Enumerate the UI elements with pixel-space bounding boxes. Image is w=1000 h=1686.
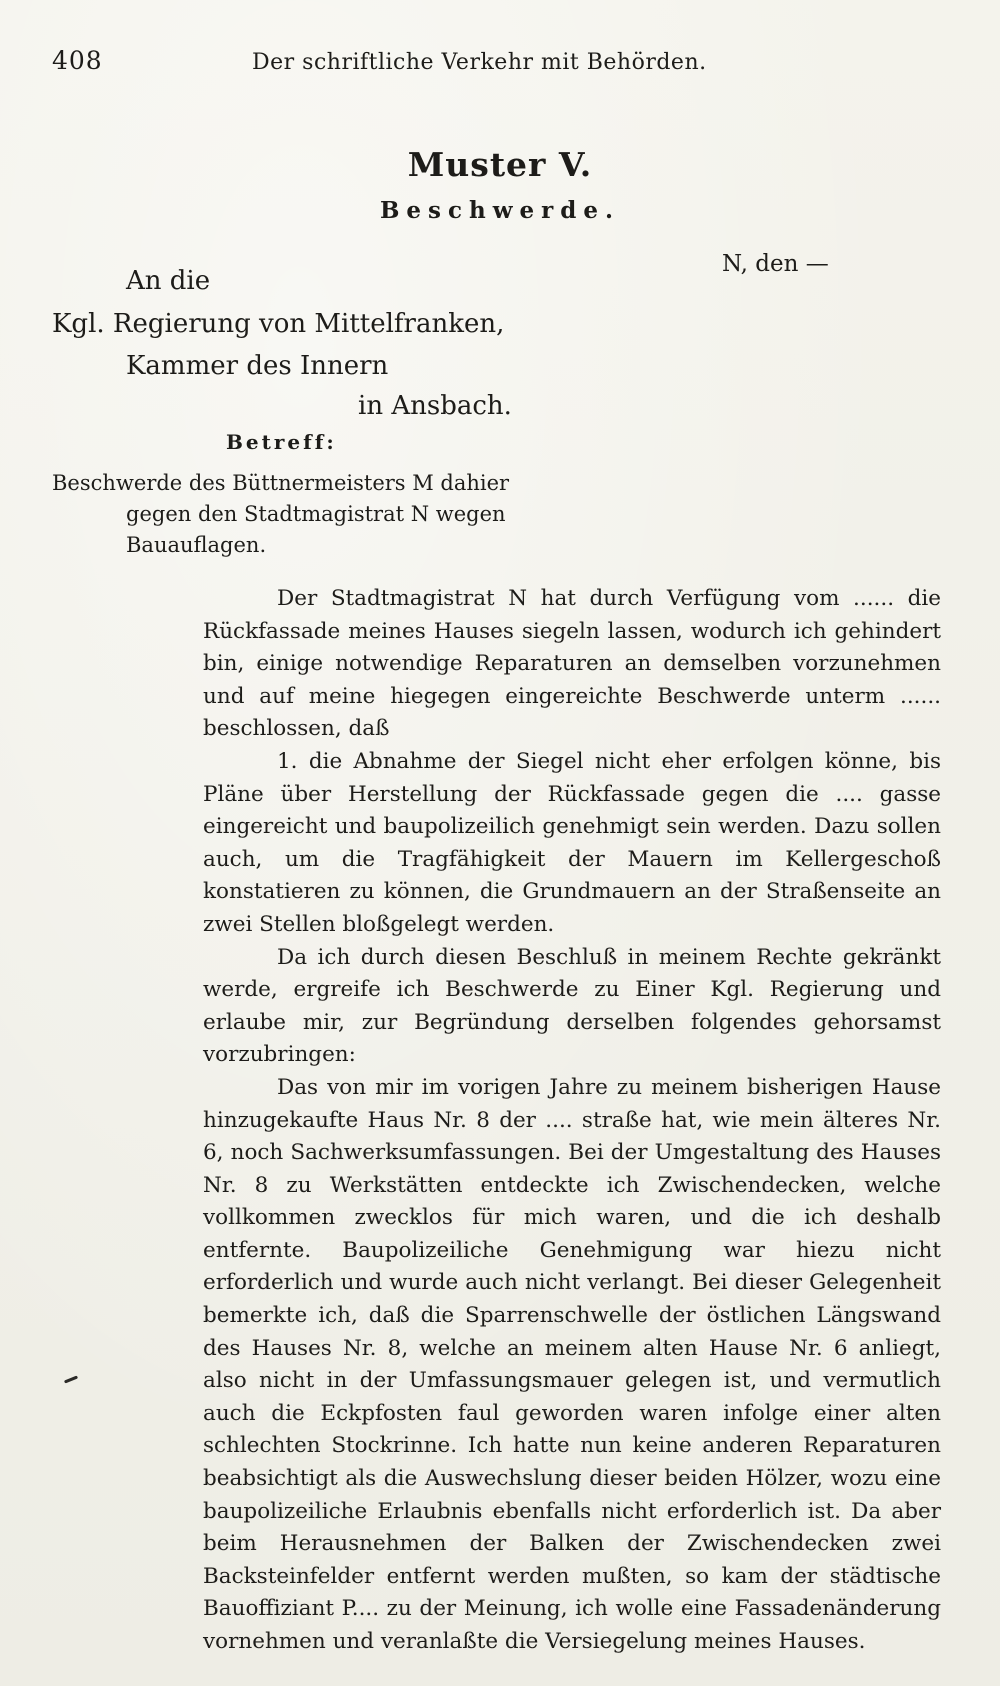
running-head: Der schriftliche Verkehr mit Behörden. [252,50,707,75]
page-number: 408 [52,46,103,75]
document-subtitle: Beschwerde. [379,197,621,224]
subject-label: Betreff: [226,430,337,454]
body-paragraph: Da ich durch diesen Beschluß in meinem Rechte gekränkt werde, ergreife ich Beschwerde zu Einer Kgl. Regierung und erlaube mir, zur Begründung derselben folgendes gehorsamst vorzubringen: [203,944,941,1068]
addressee-line: Kgl. Regierung von Mittelfranken, [52,309,505,339]
body-paragraph: Der Stadtmagistrat N hat durch Verfügung vom ...... die Rückfassade meines Hauses siegeln lassen, wodurch ich gehindert bin, einige notwendige Reparaturen an demselben vorzunehmen und auf meine hiegegen eingereichte Beschwerde unterm ...... beschlossen, daß [203,586,941,742]
subject-line: Beschwerde des Büttnermeisters M dahier [52,471,510,495]
subject-line: gegen den Stadtmagistrat N wegen [126,502,506,526]
subject-line: Bauauflagen. [126,533,267,557]
addressee-line: An die [126,266,211,296]
pencil-mark [64,1375,78,1383]
document-title: Muster V. [407,145,593,184]
letter-body [203,583,941,1659]
addressee-line: Kammer des Innern [126,351,389,381]
body-paragraph: Das von mir im vorigen Jahre zu meinem bisherigen Hause hinzugekaufte Haus Nr. 8 der .... straße hat, wie mein älteres Nr. 6, noch Sachwerksumfassungen. Bei der Umgestaltung des Hauses Nr. 8 zu Werkstätten entdeckte ich Zwischendecken, welche vollkommen zwecklos für mich waren, und die ich deshalb entfernte. Baupolizeiliche Genehmigung war hiezu nicht erforderlich und wurde auch nicht verlangt. Bei dieser Gelegenheit bemerkte ich, daß die Sparrenschwelle der östlichen Längswand des Hauses Nr. 8, welche an meinem alten Hause Nr. 6 anliegt, also nicht in der Umfassungsmauer gelegen ist, und vermutlich auch die Eckpfosten faul geworden waren infolge einer alten schlechten Stockrinne. Ich hatte nun keine anderen Reparaturen beabsichtigt als die Auswechslung dieser beiden Hölzer, wozu eine baupolizeiliche Erlaubnis ebenfalls nicht erforderlich ist. Da aber beim Herausnehmen der Balken der Zwischendecken zwei Backsteinfelder entfernt werden mußten, so kam der städtische Bauoffiziant P.... zu der Meinung, ich wolle eine Fassadenänderung vornehmen und veranlaßte die Versiegelung meines Hauses. [203,1074,941,1654]
page-header [52,46,712,75]
place-date: N, den — [722,251,829,277]
addressee-line: in Ansbach. [358,391,512,421]
body-list-item: 1. die Abnahme der Siegel nicht eher erfolgen könne, bis Pläne über Herstellung der Rückfassade gegen die .... gasse eingereicht und baupolizeilich genehmigt sein werden. Dazu sollen auch, um die Tragfähigkeit der Mauern im Kellergeschoß konstatieren zu können, die Grundmauern an der Straßenseite an zwei Stellen bloßgelegt werden. [203,748,941,937]
